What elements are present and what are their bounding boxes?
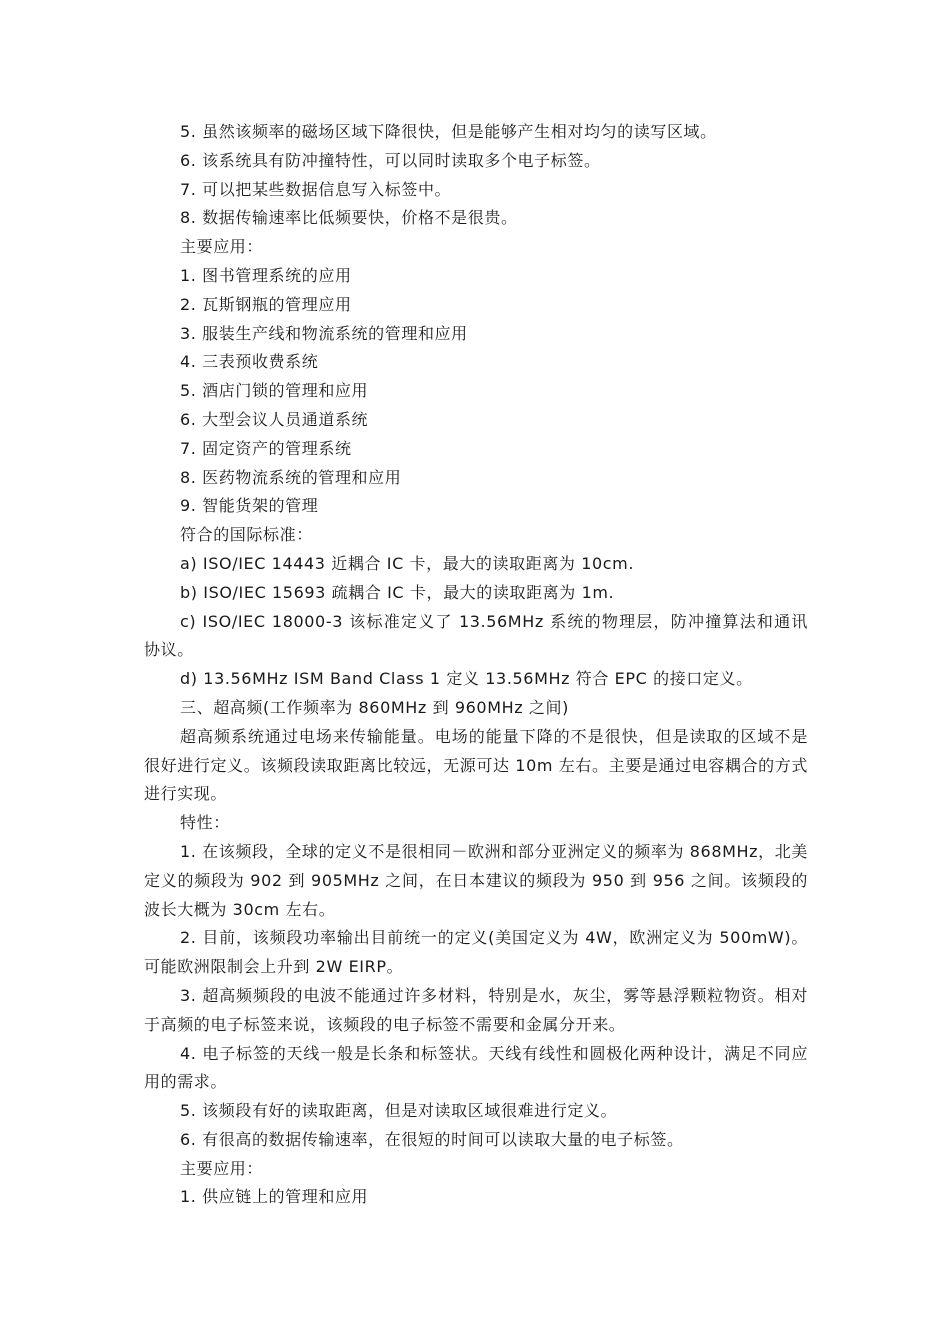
feature-item: 2. 目前，该频段功率输出目前统一的定义(美国定义为 4W，欧洲定义为 500mW)。 可能欧洲限制会上升到 2W EIRP。 (144, 928, 808, 977)
list-item: 4. 三表预收费系统 (180, 352, 319, 372)
paragraph: 超高频系统通过电场来传输能量。电场的能量下降的不是很快，但是读取的区域不是很好进行定义。该频段读取距离比较远，无源可达 10m 左右。主要是通过电容耦合的方式进行实现。 (144, 726, 808, 804)
list-item: 8. 医药物流系统的管理和应用 (180, 467, 402, 487)
list-item: 2. 瓦斯钢瓶的管理应用 (180, 294, 352, 314)
list-item: 1. 供应链上的管理和应用 (180, 1187, 369, 1207)
section-heading: 符合的国际标准： (180, 525, 313, 545)
standard-item: a) ISO/IEC 14443 近耦合 IC 卡，最大的读取距离为 10cm. (180, 553, 635, 573)
feature-item: 1. 在该频段，全球的定义不是很相同－欧洲和部分亚洲定义的频率为 868MHz，北美定义的频段为 902 到 905MHz 之间，在日本建议的频段为 950 到 956 之间。该频段的波长大概为 30cm 左右。 (144, 841, 808, 919)
list-item: 7. 固定资产的管理系统 (180, 438, 352, 458)
section-heading: 特性： (180, 813, 230, 833)
feature-item: 5. 该频段有好的读取距离，但是对读取区域很难进行定义。 (180, 1101, 618, 1121)
standard-item: b) ISO/IEC 15693 疏耦合 IC 卡，最大的读取距离为 1m. (180, 582, 615, 602)
feature-item: 6. 有很高的数据传输速率，在很短的时间可以读取大量的电子标签。 (180, 1129, 684, 1149)
section-title: 三、超高频(工作频率为 860MHz 到 960MHz 之间) (180, 697, 569, 717)
document-body (144, 118, 808, 1212)
standard-item: d) 13.56MHz ISM Band Class 1 定义 13.56MHz 符合 EPC 的接口定义。 (180, 669, 753, 689)
list-item: 6. 大型会议人员通道系统 (180, 409, 369, 429)
paragraph: 8. 数据传输速率比低频要快，价格不是很贵。 (180, 208, 518, 228)
standard-item: c) ISO/IEC 18000-3 该标准定义了 13.56MHz 系统的物理层，防冲撞算法和通讯协议。 (144, 611, 808, 660)
paragraph: 6. 该系统具有防冲撞特性，可以同时读取多个电子标签。 (180, 150, 601, 170)
feature-item: 3. 超高频频段的电波不能通过许多材料，特别是水，灰尘，雾等悬浮颗粒物资。相对于高频的电子标签来说，该频段的电子标签不需要和金属分开来。 (144, 985, 808, 1034)
list-item: 3. 服装生产线和物流系统的管理和应用 (180, 323, 468, 343)
list-item: 5. 酒店门锁的管理和应用 (180, 381, 369, 401)
section-heading: 主要应用： (180, 1158, 264, 1178)
paragraph: 5. 虽然该频率的磁场区域下降很快，但是能够产生相对均匀的读写区域。 (180, 122, 717, 141)
section-heading: 主要应用： (180, 237, 264, 257)
list-item: 1. 图书管理系统的应用 (180, 265, 352, 285)
list-item: 9. 智能货架的管理 (180, 496, 319, 516)
feature-item: 4. 电子标签的天线一般是长条和标签状。天线有线性和圆极化两种设计，满足不同应用的需求。 (144, 1043, 808, 1092)
paragraph: 7. 可以把某些数据信息写入标签中。 (180, 179, 452, 199)
